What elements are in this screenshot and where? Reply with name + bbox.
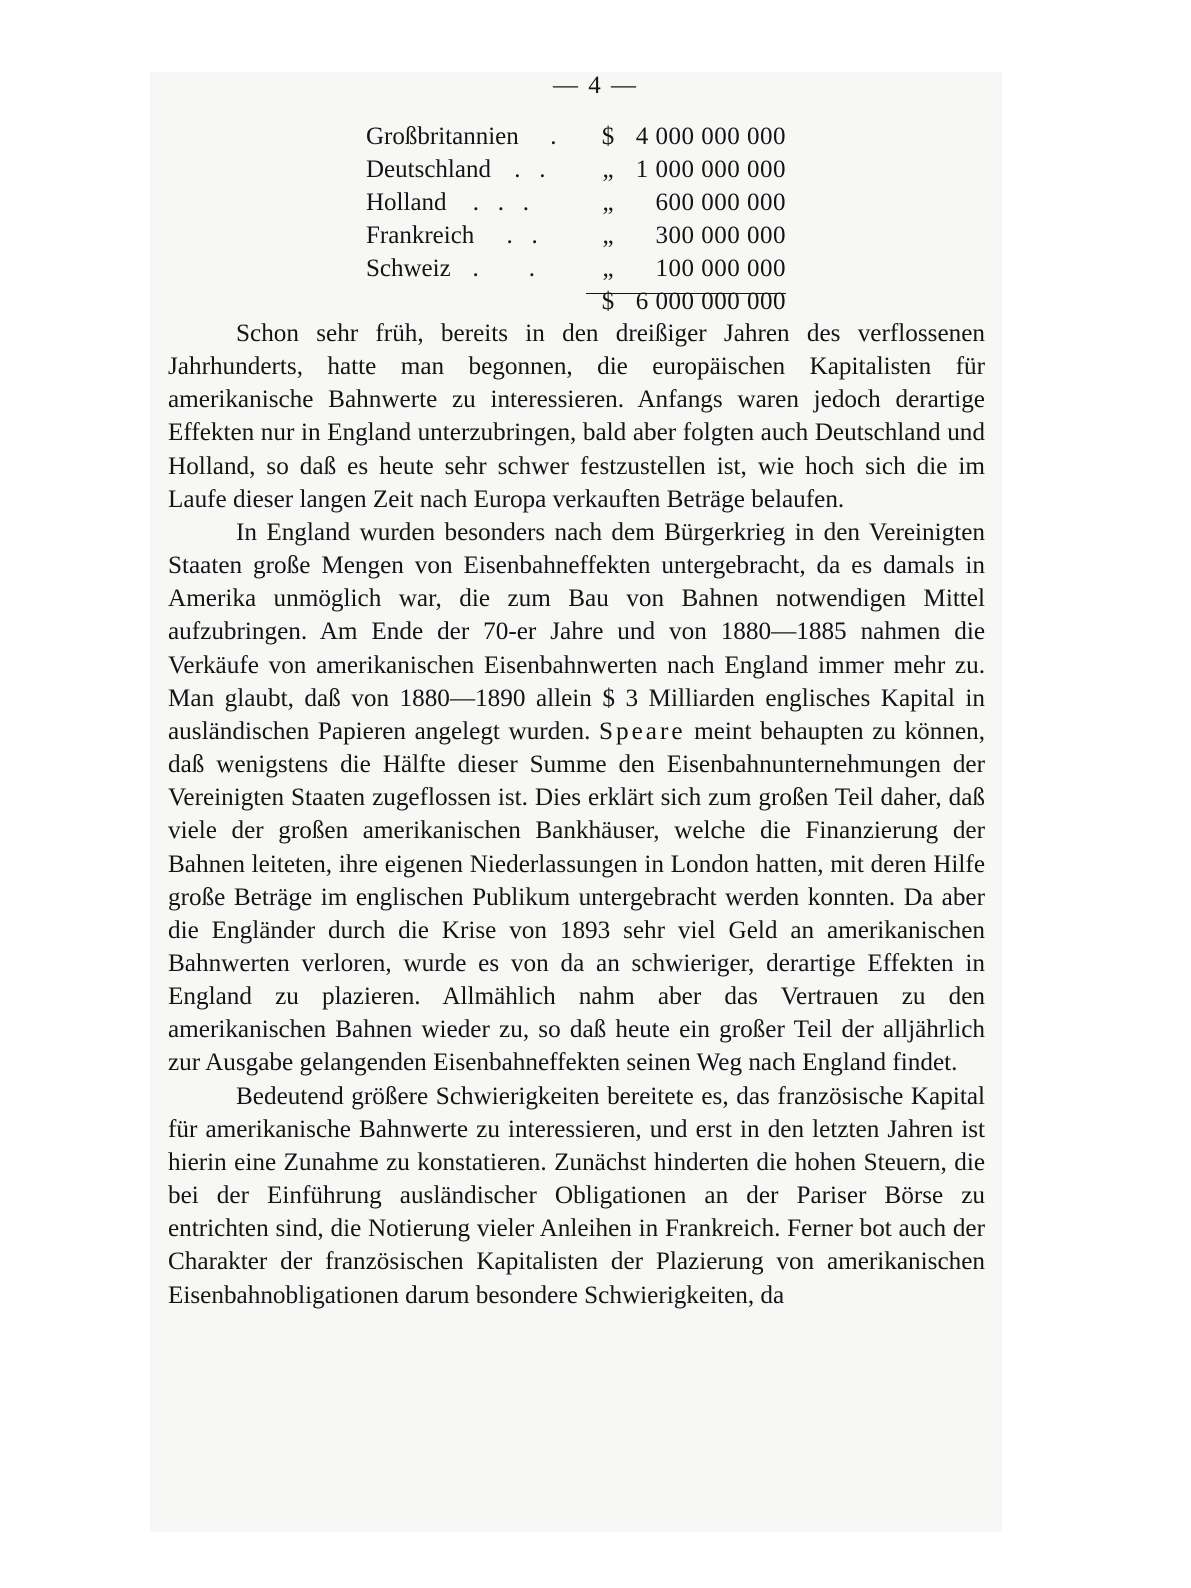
amount-value: 1 000 000 000	[635, 156, 786, 183]
paragraph-text: meint behaupten zu können, daß wenigstens die Hälfte dieser Summe den Eisenbahnunternehmungen der Vereinigten Staaten zugeflossen ist. Dies erklärt sich zum großen Teil daher, daß viele der großen amerikanischen Bankhäuser, welche die Finanzierung der Bahnen leiteten, ihre eigenen Niederlassungen in London hatten, mit deren Hilfe große Beträge im englischen Publikum untergebracht werden konnten. Da aber die Engländer durch die Krise von 1893 sehr viel Geld an amerikanischen Bahnwerten verloren, wurde es von da an schwieriger, derartige Effekten in England zu plazieren. Allmählich nahm aber das Vertrauen zu den amerikanischen Bahnen wieder zu, so daß heute ein großer Teil der alljährlich zur Ausgabe gelangenden Eisenbahneffekten seinen Weg nach England findet.	[168, 717, 986, 1077]
amount-value: 300 000 000	[655, 222, 786, 249]
table-row	[366, 186, 786, 219]
investment-table	[366, 120, 786, 318]
table-row	[366, 252, 786, 285]
paragraph: Schon sehr früh, bereits in den dreißiger Jahren des verflossenen Jahrhunderts, hatte man begonnen, die europäischen Kapitalisten für amerikanische Bahnwerte zu interessieren. Anfangs waren jedoch derartige Effekten nur in England unterzubringen, bald aber folgten auch Deutschland und Holland, so daß es heute sehr schwer festzustellen ist, wie hoch sich die im Laufe dieser langen Zeit nach Europa verkauften Beträge belaufen.	[168, 320, 985, 513]
currency-sign: „	[602, 255, 614, 282]
country-name: Frankreich	[366, 222, 475, 249]
total-row	[366, 285, 786, 318]
country-name: Schweiz	[366, 255, 451, 282]
country-name: Deutschland	[366, 156, 491, 183]
country-name: Großbritannien	[366, 123, 519, 150]
paragraph-text: In England wurden besonders nach dem Bürgerkrieg in den Vereinigten Staaten große Mengen von Eisenbahneffekten untergebracht, da es damals in Amerika unmöglich war, die zum Bau von Bahnen notwendigen Mittel aufzubringen. Am Ende der 70-er Jahre und von 1880—1885 nahmen die Verkäufe von amerikanischen Eisenbahnwerten nach England immer mehr zu. Man glaubt, daß von 1880—1890 allein $ 3 Milliarden englisches Kapital in ausländischen Papieren angelegt wurden.	[168, 518, 985, 745]
currency-sign: $	[601, 123, 615, 150]
table-row	[366, 120, 786, 153]
paragraph	[168, 516, 985, 1080]
leader-dots: . . .	[454, 189, 529, 216]
leader-dots: .	[544, 123, 557, 150]
currency-sign: „	[602, 156, 614, 183]
table-row	[366, 153, 786, 186]
leader-dots: . .	[494, 222, 538, 249]
currency-sign: „	[602, 222, 614, 249]
paragraph: Bedeutend größere Schwierigkeiten bereitete es, das französische Kapital für amerikanische Bahnwerte zu interessieren, und erst in den letzten Jahren ist hierin eine Zunahme zu konstatieren. Zunächst hinderten die hohen Steuern, die bei der Einführung ausländischer Obligationen an der Pariser Börse zu entrichten sind, die Notierung vieler Anleihen in Frankreich. Ferner bot auch der Charakter der französischen Kapitalisten der Plazierung von amerikanischen Eisenbahnobligationen darum besondere Schwierigkeiten, da	[168, 1082, 985, 1309]
leader-dots: . .	[460, 255, 535, 282]
table-row	[366, 219, 786, 252]
total-currency-sign: $	[601, 288, 615, 315]
amount-value: 600 000 000	[655, 189, 786, 216]
amount-value: 100 000 000	[655, 255, 786, 282]
leader-dots: . .	[508, 156, 546, 183]
country-name: Holland	[366, 189, 447, 216]
total-amount: 6 000 000 000	[635, 288, 786, 315]
body-text	[168, 317, 985, 1312]
author-name: Speare	[598, 717, 686, 745]
page-number: — 4 —	[553, 72, 638, 99]
currency-sign: „	[602, 189, 614, 216]
amount-value: 4 000 000 000	[635, 123, 786, 150]
